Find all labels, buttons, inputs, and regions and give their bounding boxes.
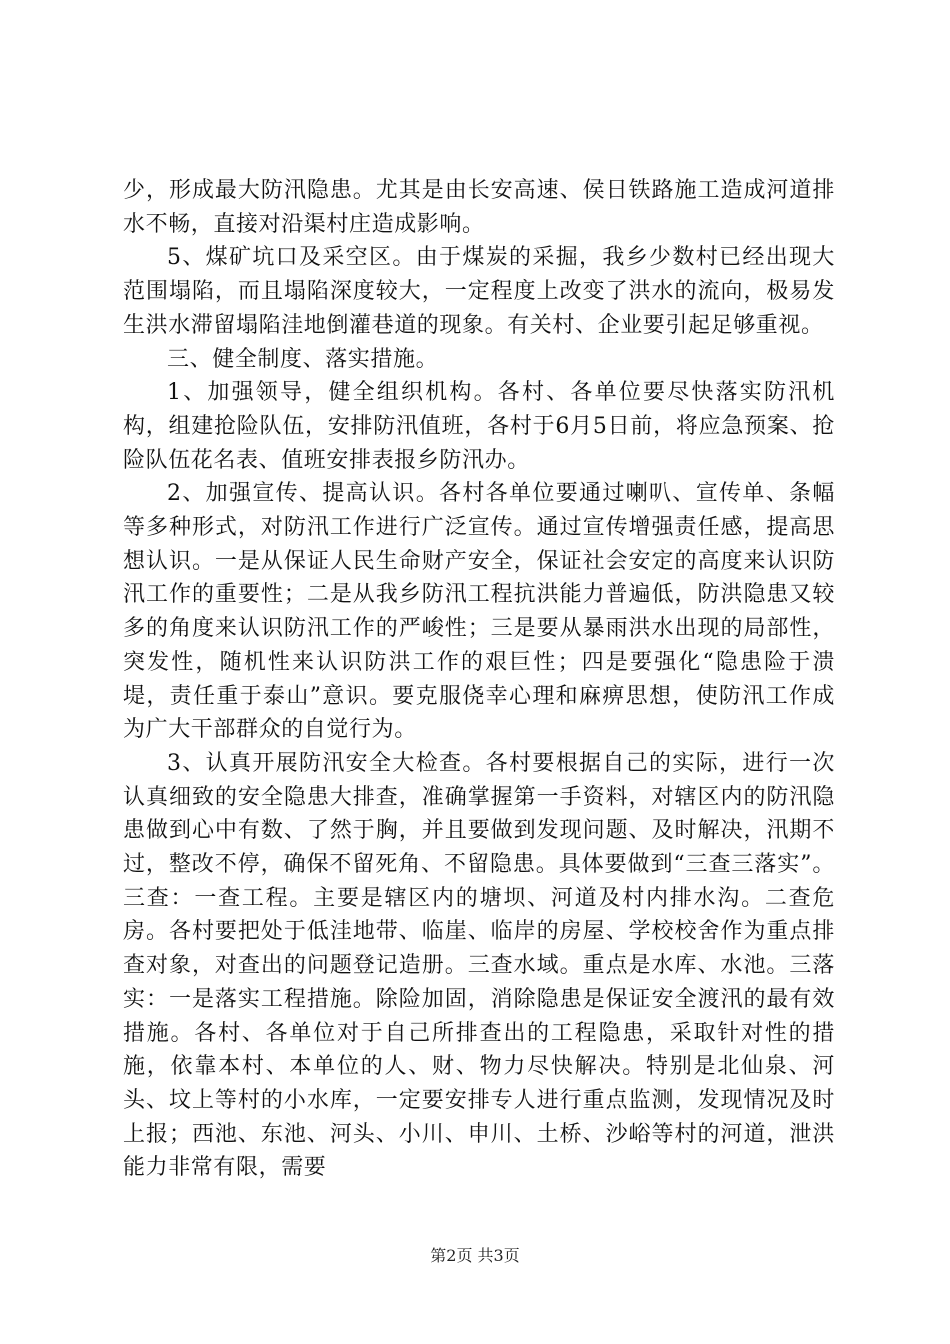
page-number-footer: 第2页 共3页 [430,1246,520,1265]
paragraph-2: 5、煤矿坑口及采空区。由于煤炭的采掘，我乡少数村已经出现大范围塌陷，而且塌陷深度较大，一定程度上改变了洪水的流向，极易发生洪水滞留塌陷洼地倒灌巷道的现象。有关村、企业要引起足够重视。 [123,245,835,338]
paragraph-5: 2、加强宣传、提高认识。各村各单位要通过喇叭、宣传单、条幅等多种形式，对防汛工作进行广泛宣传。通过宣传增强责任感，提高思想认识。一是从保证人民生命财产安全，保证社会安定的高度来认识防汛工作的重要性；二是从我乡防汛工程抗洪能力普遍低，防洪隐患又较多的角度来认识防汛工作的严峻性；三是要从暴雨洪水出现的局部性，突发性，随机性来认识防洪工作的艰巨性；四是要强化“隐患险于溃堤，责任重于泰山”意识。要克服侥幸心理和麻痹思想，使防汛工作成为广大干部群众的自觉行为。 [123,481,835,743]
document-body [123,174,835,1185]
paragraph-4: 1、加强领导，健全组织机构。各村、各单位要尽快落实防汛机构，组建抢险队伍，安排防汛值班，各村于6月5日前，将应急预案、抢险队伍花名表、值班安排表报乡防汛办。 [123,380,835,473]
paragraph-1: 少，形成最大防汛隐患。尤其是由长安高速、侯日铁路施工造成河道排水不畅，直接对沿渠村庄造成影响。 [123,178,835,237]
paragraph-6: 3、认真开展防汛安全大检查。各村要根据自己的实际，进行一次认真细致的安全隐患大排查，准确掌握第一手资料，对辖区内的防汛隐患做到心中有数、了然于胸，并且要做到发现问题、及时解决，汛期不过，整改不停，确保不留死角、不留隐患。具体要做到“三查三落实”。三查：一查工程。主要是辖区内的塘坝、河道及村内排水沟。二查危房。各村要把处于低洼地带、临崖、临岸的房屋、学校校舍作为重点排查对象，对查出的问题登记造册。三查水域。重点是水库、水池。三落实：一是落实工程措施。除险加固，消除隐患是保证安全渡汛的最有效措施。各村、各单位对于自己所排查出的工程隐患，采取针对性的措施，依靠本村、本单位的人、财、物力尽快解决。特别是北仙泉、河头、坟上等村的小水库，一定要安排专人进行重点监测，发现情况及时上报；西池、东池、河头、小川、申川、土桥、沙峪等村的河道，泄洪能力非常有限，需要 [123,750,835,1181]
section-heading-3: 三、健全制度、落实措施。 [167,346,439,372]
